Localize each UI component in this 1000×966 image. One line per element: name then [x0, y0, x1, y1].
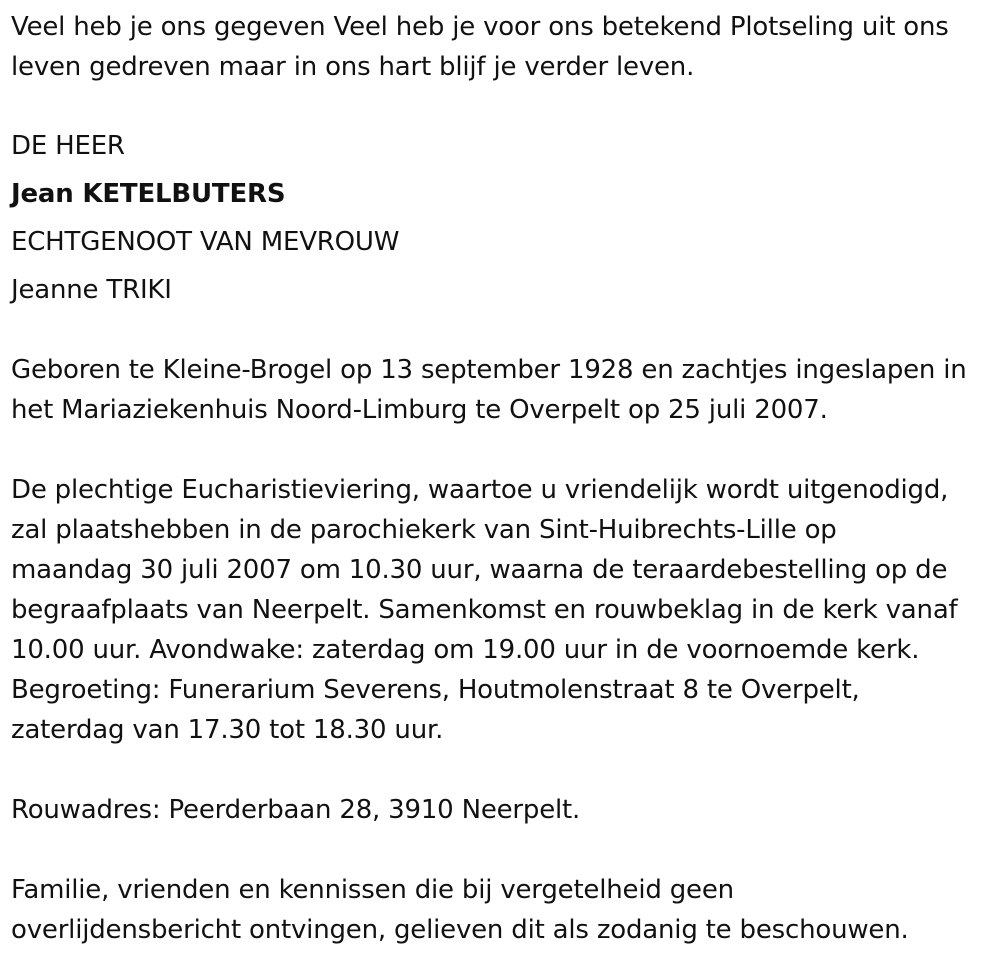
- mourning-address: Rouwadres: Peerderbaan 28, 3910 Neerpelt.: [11, 795, 581, 825]
- closing-line-2: overlijdensbericht ontvingen, gelieven dit als zodanig te beschouwen.: [11, 915, 909, 945]
- ceremony-line-5: 10.00 uur. Avondwake: zaterdag om 19.00 uur in de voornoemde kerk.: [11, 635, 920, 665]
- ceremony-line-6: Begroeting: Funerarium Severens, Houtmolenstraat 8 te Overpelt,: [11, 675, 860, 705]
- deceased-name: Jean KETELBUTERS: [11, 179, 286, 209]
- ceremony-line-3: maandag 30 juli 2007 om 10.30 uur, waarna de teraardebestelling op de: [11, 555, 948, 585]
- birth-death-line-1: Geboren te Kleine-Brogel op 13 september 1928 en zachtjes ingeslapen in: [11, 355, 967, 385]
- ceremony-line-2: zal plaatshebben in de parochiekerk van Sint-Huibrechts-Lille op: [11, 515, 837, 545]
- closing-line-1: Familie, vrienden en kennissen die bij vergetelheid geen: [11, 875, 734, 905]
- honorific-title: DE HEER: [11, 131, 125, 161]
- relation-line: ECHTGENOOT VAN MEVROUW: [11, 227, 400, 257]
- intro-line-2: leven gedreven maar in ons hart blijf je verder leven.: [11, 52, 695, 82]
- birth-death-line-2: het Mariaziekenhuis Noord-Limburg te Overpelt op 25 juli 2007.: [11, 395, 828, 425]
- spouse-name: Jeanne TRIKI: [11, 275, 172, 305]
- ceremony-line-7: zaterdag van 17.30 tot 18.30 uur.: [11, 715, 444, 745]
- ceremony-line-4: begraafplaats van Neerpelt. Samenkomst en rouwbeklag in de kerk vanaf: [11, 595, 958, 625]
- intro-line-1: Veel heb je ons gegeven Veel heb je voor ons betekend Plotseling uit ons: [11, 12, 949, 42]
- ceremony-line-1: De plechtige Eucharistieviering, waartoe u vriendelijk wordt uitgenodigd,: [11, 475, 949, 505]
